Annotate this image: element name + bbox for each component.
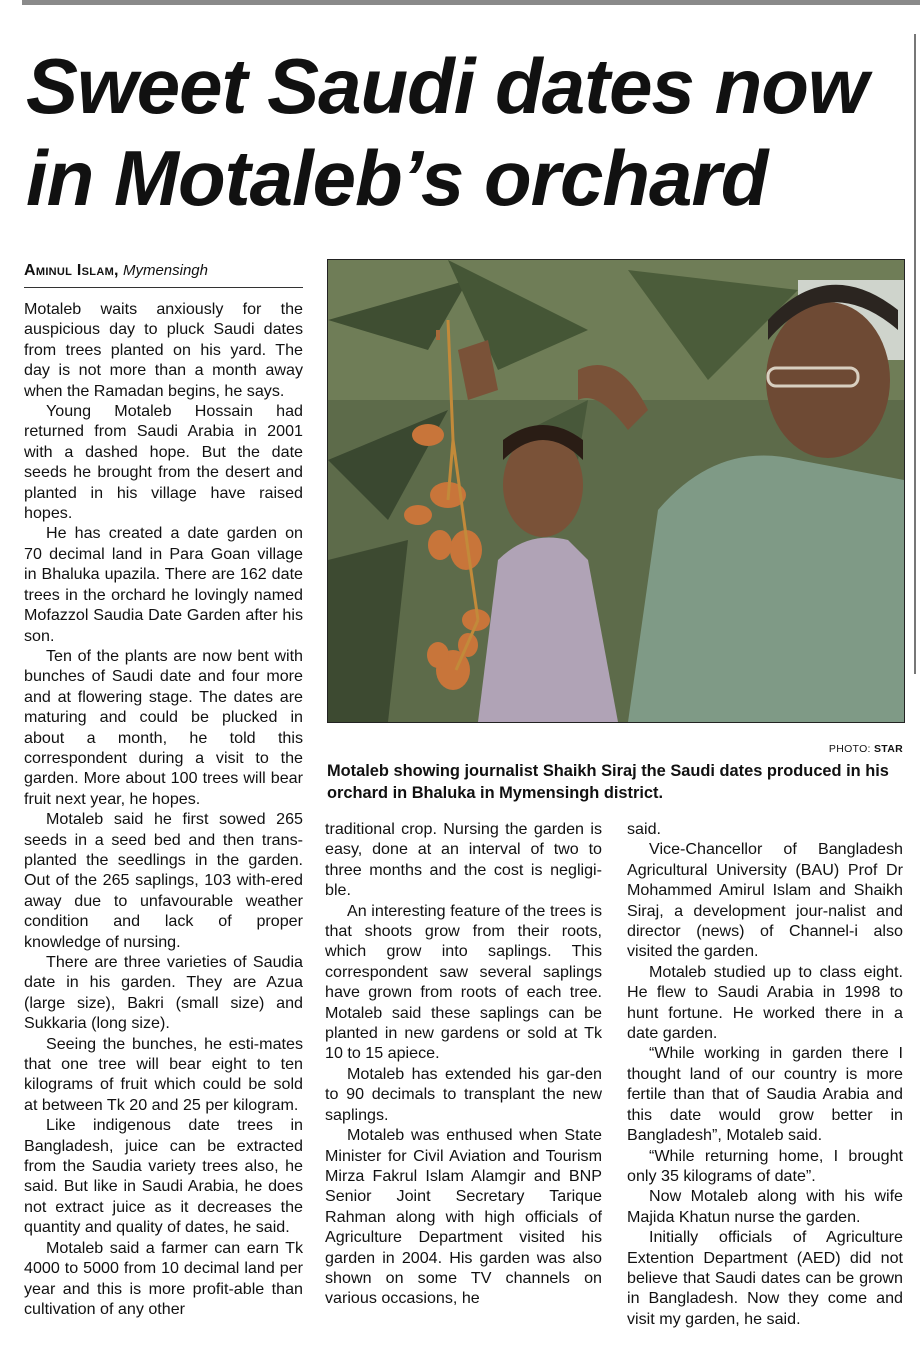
paragraph: said. bbox=[627, 820, 661, 838]
photo-credit-prefix: PHOTO: bbox=[828, 743, 871, 755]
news-photo bbox=[327, 259, 905, 723]
paragraph: An interesting feature of the trees is that shoots grow from their roots, which grow into saplings. This correspondent saw several saplings have grown from roots of each tree. Motaleb said these saplings can be planted in new gardens or sold at Tk 10 to 15 apiece. bbox=[325, 901, 602, 1063]
photo-placeholder-icon bbox=[328, 260, 904, 722]
article-column-1 bbox=[24, 299, 303, 1319]
byline-rule bbox=[24, 287, 303, 288]
article-column-2 bbox=[325, 819, 602, 1309]
byline bbox=[24, 262, 208, 280]
paragraph: There are three varieties of Saudia date in his garden. They are Azua (large size), Bakri (small size) and Sukkaria (long size). bbox=[24, 953, 303, 1033]
paragraph: Motaleb said a farmer can earn Tk 4000 to 5000 from 10 decimal land per year and this is more profit-able than cultivation of any other bbox=[24, 1238, 303, 1318]
paragraph: Motaleb waits anxiously for the auspicious day to pluck Saudi dates from trees planted on his yard. The day is not more than a month away when the Ramadan begins, he says. bbox=[24, 300, 303, 400]
headline bbox=[26, 40, 916, 224]
article-column-3 bbox=[627, 819, 903, 1329]
byline-author: Aminul Islam, bbox=[24, 262, 119, 279]
paragraph: Vice-Chancellor of Bangladesh Agricultural University (BAU) Prof Dr Mohammed Amirul Islam and Shaikh Siraj, a development jour-nalist and director (news) of Channel-i also visited the garden. bbox=[627, 840, 903, 961]
paragraph: traditional crop. Nursing the garden is easy, done at an interval of two to three months and the cost is negligi-ble. bbox=[325, 820, 602, 900]
paragraph: He has created a date garden on 70 decimal land in Para Goan village in Bhaluka upazila. There are 162 date trees in the orchard he lovingly named Mofazzol Saudia Date Garden after his son. bbox=[24, 524, 303, 645]
paragraph: Like indigenous date trees in Bangladesh, juice can be extracted from the Saudia variety trees also, he said. But like in Saudi Arabia, he does not extract juice as it decreases the quantity and quality of dates, he said. bbox=[24, 1116, 303, 1237]
top-rule bbox=[22, 0, 920, 5]
paragraph: “While working in garden there I thought land of our country is more fertile than that of Saudia Arabia and this date would grow better in Bangladesh”, Motaleb said. bbox=[627, 1044, 903, 1145]
headline-line-1: Sweet Saudi dates now bbox=[26, 42, 868, 130]
photo-credit bbox=[700, 743, 903, 755]
paragraph: Motaleb has extended his gar-den to 90 decimals to transplant the new saplings. bbox=[325, 1064, 602, 1124]
photo-caption: Motaleb showing journalist Shaikh Siraj the Saudi dates produced in his orchard in Bhaluka in Mymensingh district. bbox=[327, 762, 889, 802]
photo-credit-source: STAR bbox=[873, 743, 903, 755]
paragraph: Now Motaleb along with his wife Majida Khatun nurse the garden. bbox=[627, 1187, 903, 1226]
headline-line-2: in Motaleb’s orchard bbox=[26, 134, 768, 222]
paragraph: Motaleb studied up to class eight. He flew to Saudi Arabia in 1998 to hunt fortune. He worked there in a date garden. bbox=[627, 962, 903, 1043]
paragraph: “While returning home, I brought only 35 kilograms of date”. bbox=[627, 1146, 903, 1185]
byline-location: Mymensingh bbox=[122, 262, 208, 279]
paragraph: Ten of the plants are now bent with bunches of Saudi date and four more and at flowering stage. The dates are maturing and could be plucked in about a month, he told this correspondent during a visit to the garden. More about 100 trees will bear fruit next year, he hopes. bbox=[24, 646, 303, 808]
paragraph: Initially officials of Agriculture Extention Department (AED) did not believe that Saudi dates can be grown in Bangladesh. Now they come and visit my garden, he said. bbox=[627, 1228, 903, 1328]
paragraph: Young Motaleb Hossain had returned from Saudi Arabia in 2001 with a dashed hope. But the date seeds he brought from the desert and planted in his village have raised hopes. bbox=[24, 402, 303, 523]
paragraph: Seeing the bunches, he esti-mates that one tree will bear eight to ten kilograms of fruit which could be sold at between Tk 20 and 25 per kilogram. bbox=[24, 1034, 303, 1114]
paragraph: Motaleb said he first sowed 265 seeds in a seed bed and then trans-planted the seedlings in the garden. Out of the 265 saplings, 103 with-ered away due to unfavourable weather condition and lack of proper knowledge of nursing. bbox=[24, 810, 303, 951]
paragraph: Motaleb was enthused when State Minister for Civil Aviation and Tourism Mirza Fakrul Islam Alamgir and BNP Senior Joint Secretary Tarique Rahman along with high officials of Agriculture Department visited his garden in 2004. His garden was also shown on some TV channels on various occasions, he bbox=[325, 1126, 602, 1308]
